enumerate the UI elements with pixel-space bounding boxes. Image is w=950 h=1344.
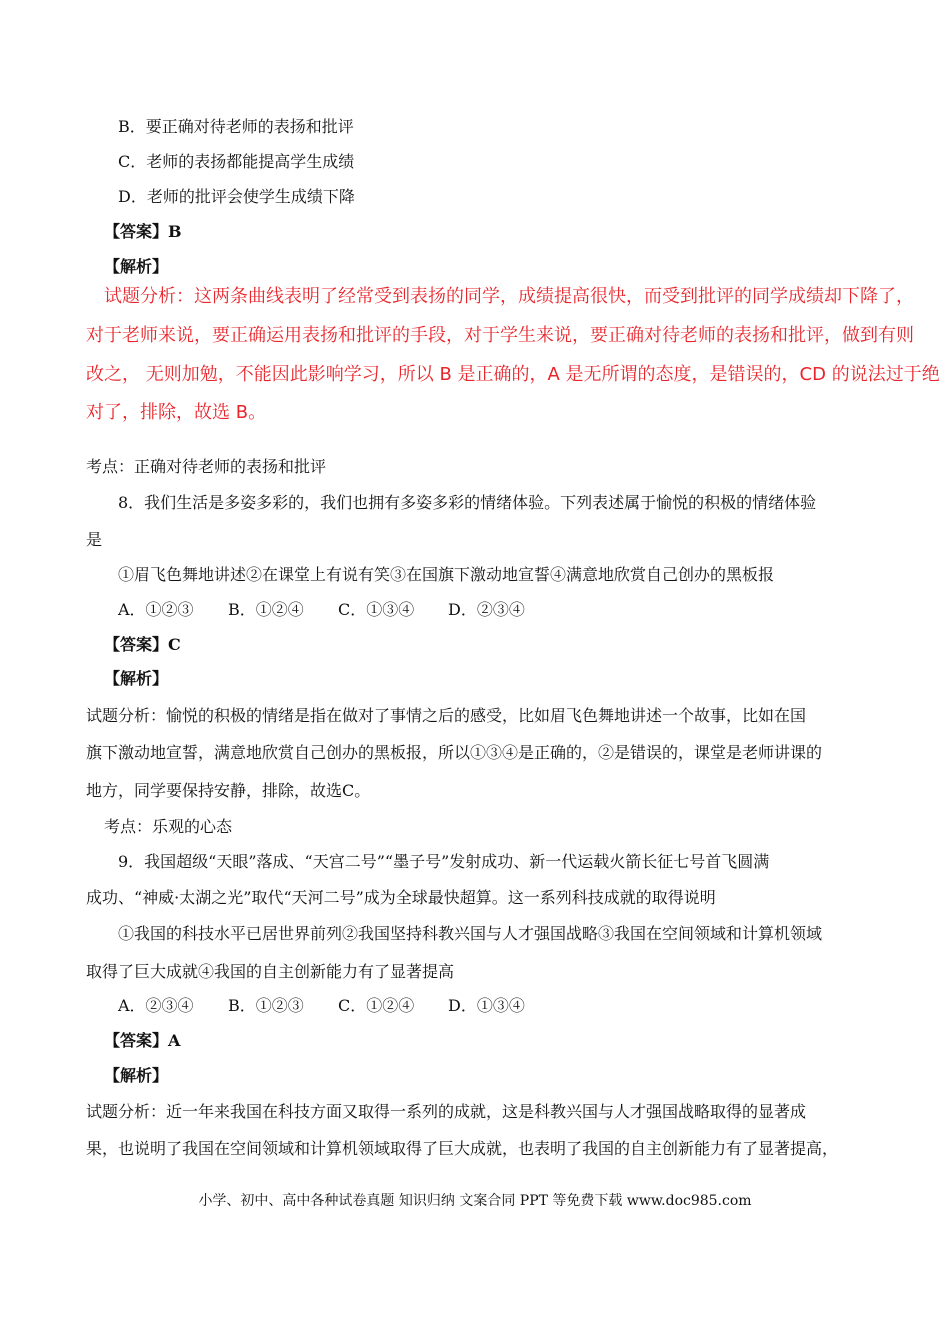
q8-analysis-line: 旗下激动地宣誓，满意地欣赏自己创办的黑板报，所以①③④是正确的，②是错误的，课堂是老师讲课的	[86, 743, 823, 762]
q8-stem-line: 8．我们生活是多姿多彩的，我们也拥有多姿多彩的情绪体验。下列表述属于愉悦的积极的情绪体验	[118, 493, 817, 512]
q7-analysis-line: 对了，排除，故选 B。	[86, 402, 267, 423]
q8-stem-line: 是	[86, 530, 103, 549]
q9-option-b: B．①②③	[228, 996, 304, 1015]
q7-answer: 【答案】B	[104, 222, 182, 241]
q8-analysis-line: 地方，同学要保持安静，排除，故选C。	[86, 781, 371, 800]
q8-analysis-line: 试题分析：愉悦的积极的情绪是指在做对了事情之后的感受，比如眉飞色舞地讲述一个故事，比如在国	[86, 706, 807, 725]
q9-analysis-line: 果，也说明了我国在空间领域和计算机领域取得了巨大成就，也表明了我国的自主创新能力有了显著提高，	[86, 1139, 839, 1158]
q8-option-a: A．①②③	[118, 600, 194, 619]
q8-answer: 【答案】C	[104, 635, 181, 654]
q7-analysis-label: 【解析】	[104, 257, 169, 276]
q9-option-a: A．②③④	[118, 996, 194, 1015]
q9-stem-line: 9．我国超级“天眼”落成、“天宫二号”“墨子号”发射成功、新一代运载火箭长征七号首飞圆满	[118, 852, 770, 871]
q8-options	[118, 599, 525, 621]
q8-items: ①眉飞色舞地讲述②在课堂上有说有笑③在国旗下激动地宣誓④满意地欣赏自己创办的黑板报	[118, 565, 775, 584]
q8-kaodian: 考点：乐观的心态	[104, 817, 233, 836]
q7-analysis-line: 对于老师来说，要正确运用表扬和批评的手段，对于学生来说，要正确对待老师的表扬和批评，做到有则	[86, 325, 914, 346]
page-footer: 小学、初中、高中各种试卷真题 知识归纳 文案合同 PPT 等免费下载 www.doc985.com	[198, 1193, 752, 1209]
q9-analysis-line: 试题分析：近一年来我国在科技方面又取得一系列的成就，这是科教兴国与人才强国战略取得的显著成	[86, 1102, 807, 1121]
q9-items-line: 取得了巨大成就④我国的自主创新能力有了显著提高	[86, 962, 455, 981]
q8-option-d: D．②③④	[448, 600, 525, 619]
q9-option-c: C．①②④	[338, 996, 415, 1015]
q7-option-c: C．老师的表扬都能提高学生成绩	[118, 152, 355, 171]
q8-option-b: B．①②④	[228, 600, 304, 619]
q8-analysis-label: 【解析】	[104, 669, 169, 688]
q7-kaodian: 考点：正确对待老师的表扬和批评	[86, 457, 327, 476]
q9-option-d: D．①③④	[448, 996, 525, 1015]
q9-analysis-label: 【解析】	[104, 1066, 169, 1085]
q9-answer: 【答案】A	[104, 1031, 181, 1050]
q9-options	[118, 995, 525, 1017]
q7-option-b: B．要正确对待老师的表扬和批评	[118, 117, 354, 136]
q7-option-d: D．老师的批评会使学生成绩下降	[118, 187, 355, 206]
q9-items-line: ①我国的科技水平已居世界前列②我国坚持科教兴国与人才强国战略③我国在空间领域和计算机领域	[118, 924, 823, 943]
q8-option-c: C．①③④	[338, 600, 415, 619]
q7-analysis-line: 试题分析：这两条曲线表明了经常受到表扬的同学，成绩提高很快，而受到批评的同学成绩却下降了，	[104, 286, 914, 307]
q7-analysis-line: 改之， 无则加勉，不能因此影响学习，所以 B 是正确的，A 是无所谓的态度，是错误的，CD 的说法过于绝	[86, 364, 940, 385]
q9-stem-line: 成功、“神威·太湖之光”取代“天河二号”成为全球最快超算。这一系列科技成就的取得说明	[86, 888, 716, 907]
